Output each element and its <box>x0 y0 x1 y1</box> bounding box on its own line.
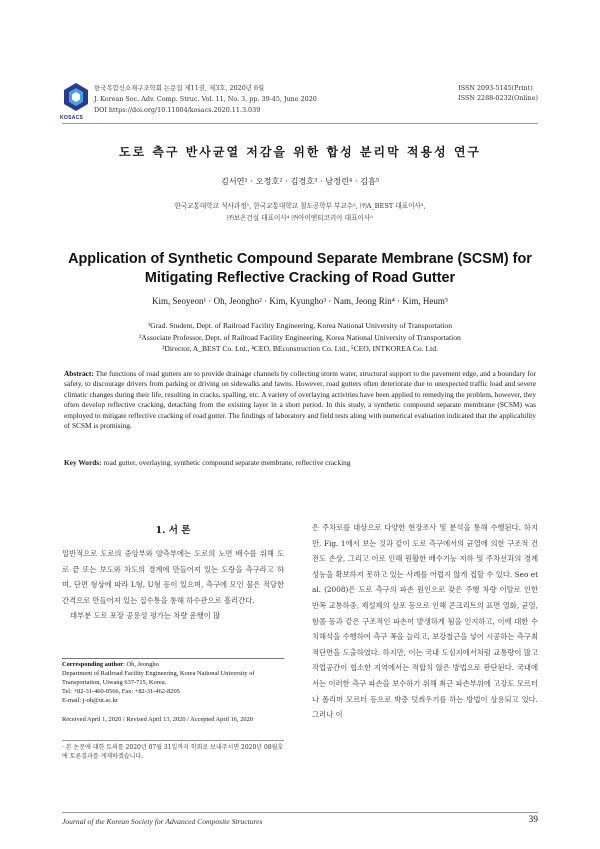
english-title: Application of Synthetic Compound Separate Membrane (SCSM) for Mitigating Reflective Cracking of Road Gutter <box>68 251 532 286</box>
abstract <box>64 369 536 431</box>
received-dates: Received April 1, 2020 / Revised April 13, 2020 / Accepted April 16, 2020 <box>62 716 253 723</box>
author-email[interactable]: E-mail: j-oh@ut.ac.kr <box>62 696 119 704</box>
korean-title: 도로 측구 반사균열 저감을 위한 합성 분리막 적용성 연구 <box>118 145 482 159</box>
english-affiliation-line: ³Director, A_BEST Co. Ltd., ⁴CEO, BEconstruction Co. Ltd., ⁵CEO, INTKOREA Co. Ltd. <box>162 344 438 354</box>
author-address: Department of Railroad Facility Engineering, Korea National University of Transportation, Uiwang 637-715, Korea. <box>62 669 255 686</box>
korean-authors: 김서연¹ · 오정호² · 김경호³ · 남정린⁴ · 김흠⁵ <box>220 176 380 186</box>
corresponding-label: Corresponding author <box>62 661 124 668</box>
english-authors: Kim, Seoyeon¹ · Oh, Jeongho² · Kim, Kyungho³ · Nam, Jeong Rin⁴ · Kim, Heum⁵ <box>151 296 449 306</box>
header-divider <box>62 123 538 124</box>
issn-print: ISSN 2093-5145(Print) <box>458 84 533 92</box>
kosacs-logo-icon <box>62 82 90 112</box>
english-affiliations <box>0 320 600 355</box>
footnote-divider <box>62 658 284 659</box>
logo-label: KOSACS <box>60 115 84 121</box>
issn-online: ISSN 2288-0232(Online) <box>458 94 538 102</box>
footnote-divider-2 <box>62 740 284 741</box>
section-title: 1. 서 론 <box>155 525 191 536</box>
keywords-label: Key Words: <box>64 458 102 467</box>
corresponding-author-note <box>62 661 284 706</box>
page-number: 39 <box>528 815 538 825</box>
keywords <box>64 458 536 467</box>
body-paragraph: 대부분 도로 포장 공용성 평가는 차량 운행이 많 <box>70 611 221 621</box>
keywords-text: road gutter, overlaying, synthetic compound separate membrane, reflective cracking <box>103 458 351 467</box>
doi-link[interactable]: DOI https://doi.org/10.11004/kosacs.2020.11.3.039 <box>94 106 261 114</box>
discussion-note: · 본 논문에 대한 토의를 2020년 07월 31일까지 학회로 보내주시면 2020년 08월호에 토론결과를 게재하겠습니다. <box>62 744 284 760</box>
korean-affiliation-line: 한국교통대학교 석사과정¹, 한국교통대학교 철도공학부 부교수², ㈜A_BEST 대표이사³, <box>174 202 426 210</box>
body-paragraph: 일반적으로 도로의 중앙부와 양측부에는 도로의 노면 배수를 위해 도로 끝 또는 보도와 차도의 경계에 만들어져 있는 도랑을 측구라고 하며, 단면 형상에 따라 L형, U형 등이 있으며, 측구에 모인 물은 적당한 간격으로 만들어져 있는 집수통을 통해 하수관으로 흘러간다. <box>62 549 284 605</box>
abstract-text: The functions of road gutters are to provide drainage channels by collecting storm water, structural support to the pavement edge, and a boundary for safety, to discourage drivers from parking or driving on sidewalks and lawns. However, road gutters often deteriorate due to unexpected traffic load and severe climatic changes during their life, resulting in cracks, spalling, etc. A variety of overlaying activities have been applied to remedying the problem, however, they often develop reflective cracking, detaching from the existing layer in a short period. In this study, a synthetic compound separate membrane (SCSM) was employed to mitigate reflective cracking of road gutter. The findings of laboratory and field tests along with numerical evaluation indicated that the applicability of SCSM is promising. <box>64 369 536 431</box>
journal-header <box>94 83 317 116</box>
english-affiliation-line: ²Associate Professor, Dept. of Railroad Facility Engineering, Korea National University of Transportation <box>139 332 461 342</box>
body-left-column <box>62 546 284 624</box>
body-paragraph: 은 주차로를 대상으로 다양한 현장조사 및 분석을 통해 수행된다. 하지만, Fig. 1에서 보는 것과 같이 도로 측구에서의 균열에 의한 구조적 건전도 손상, 그리고 이로 인해 원활한 배수기능 저하 및 주차선과의 경계성능을 확보하지 못하고 있는 사례를 어렵지 않게 접할 수 있다. Seo et al. (2008)은 도로 측구의 파손 원인으로 잦은 주행 차량 이탈로 인한 반복 교통하중, 제설제의 살포 등으로 인해 콘크리트의 표면 열화, 균열, 함몰 등과 같은 구조적인 파손이 발생하게 됨을 인지하고, 이에 대한 수치해석을 수행하여 측구 폭을 늘리고, 보강철근을 넣어 시공하는 측구최적단면을 도출하였다. 하지만, 이는 국내 도심지에서처럼 교통량이 많고 작업공간이 협소한 지역에서는 적합치 않은 방법으로 판단된다. 국내에서는 이러한 측구 파손을 보수하기 위해 최근 파손부위에 고강도 모르터나 폴리머 모르터 등으로 박층 덧씌우기를 하는 방법이 상용되고 있다. 그러나 이 <box>312 523 538 720</box>
body-right-column <box>312 520 538 723</box>
footer-journal: Journal of the Korean Society for Advanced Composite Structures <box>62 817 263 826</box>
issn-block <box>458 83 538 103</box>
abstract-label: Abstract: <box>64 369 94 378</box>
journal-name-korean: 한국복합신소재구조학회 논문집 제11권, 제3호, 2020년 6월 <box>94 84 265 92</box>
english-affiliation-line: ¹Grad. Student, Dept. of Railroad Facility Engineering, Korea National University of Transportation <box>147 321 453 330</box>
footer-divider <box>62 812 538 813</box>
author-phone: Tel: +82-31-460-0566, Fax: +82-31-462-8205 <box>62 687 180 695</box>
korean-affiliations <box>0 200 600 224</box>
corresponding-name: : Oh, Jeongho <box>123 661 159 668</box>
journal-citation: J. Korean Soc. Adv. Comp. Struc. Vol. 11, No. 3, pp. 39-45, June 2020 <box>94 95 317 103</box>
korean-affiliation-line: ㈜보은건설 대표이사⁴ ㈜아이엔티코리아 대표이사⁵ <box>227 214 373 222</box>
